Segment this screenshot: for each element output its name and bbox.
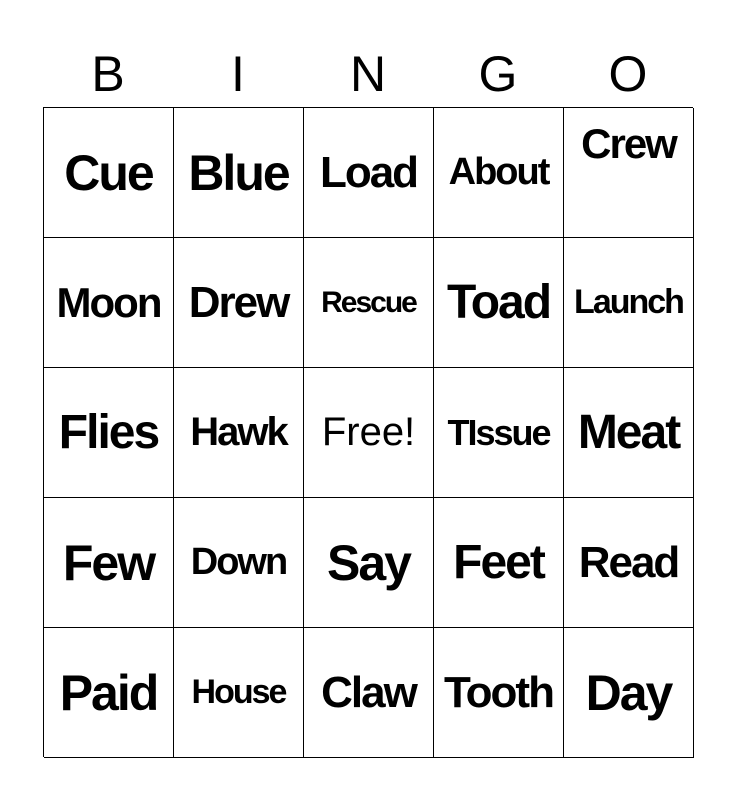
bingo-cell[interactable]: Moon bbox=[44, 238, 174, 368]
bingo-cell[interactable]: Launch bbox=[564, 238, 694, 368]
bingo-cell[interactable]: Few bbox=[44, 498, 174, 628]
bingo-cell[interactable]: TIssue bbox=[434, 368, 564, 498]
bingo-cell[interactable]: Day bbox=[564, 628, 694, 758]
bingo-cell[interactable]: About bbox=[434, 108, 564, 238]
bingo-cell[interactable]: Claw bbox=[304, 628, 434, 758]
bingo-cell[interactable]: Blue bbox=[174, 108, 304, 238]
bingo-cell[interactable]: Rescue bbox=[304, 238, 434, 368]
bingo-cell[interactable]: Say bbox=[304, 498, 434, 628]
bingo-cell[interactable]: Crew bbox=[564, 108, 694, 238]
header-letter-n: N bbox=[349, 46, 387, 102]
header-letter-i: I bbox=[231, 46, 245, 102]
bingo-cell[interactable]: Flies bbox=[44, 368, 174, 498]
bingo-cell[interactable]: House bbox=[174, 628, 304, 758]
bingo-cell[interactable]: Read bbox=[564, 498, 694, 628]
header-letter-o: O bbox=[608, 46, 648, 102]
bingo-cell[interactable]: Feet bbox=[434, 498, 564, 628]
bingo-cell[interactable]: Cue bbox=[44, 108, 174, 238]
bingo-header bbox=[43, 40, 693, 108]
header-letter-b: B bbox=[91, 46, 125, 102]
bingo-cell[interactable]: Toad bbox=[434, 238, 564, 368]
bingo-card-grid bbox=[43, 107, 693, 757]
bingo-cell[interactable]: Meat bbox=[564, 368, 694, 498]
bingo-cell[interactable]: Load bbox=[304, 108, 434, 238]
free-space-cell[interactable]: Free! bbox=[304, 368, 434, 498]
header-letter-g: G bbox=[478, 46, 518, 102]
bingo-cell[interactable]: Tooth bbox=[434, 628, 564, 758]
bingo-cell[interactable]: Paid bbox=[44, 628, 174, 758]
bingo-cell[interactable]: Down bbox=[174, 498, 304, 628]
bingo-cell[interactable]: Drew bbox=[174, 238, 304, 368]
bingo-cell[interactable]: Hawk bbox=[174, 368, 304, 498]
